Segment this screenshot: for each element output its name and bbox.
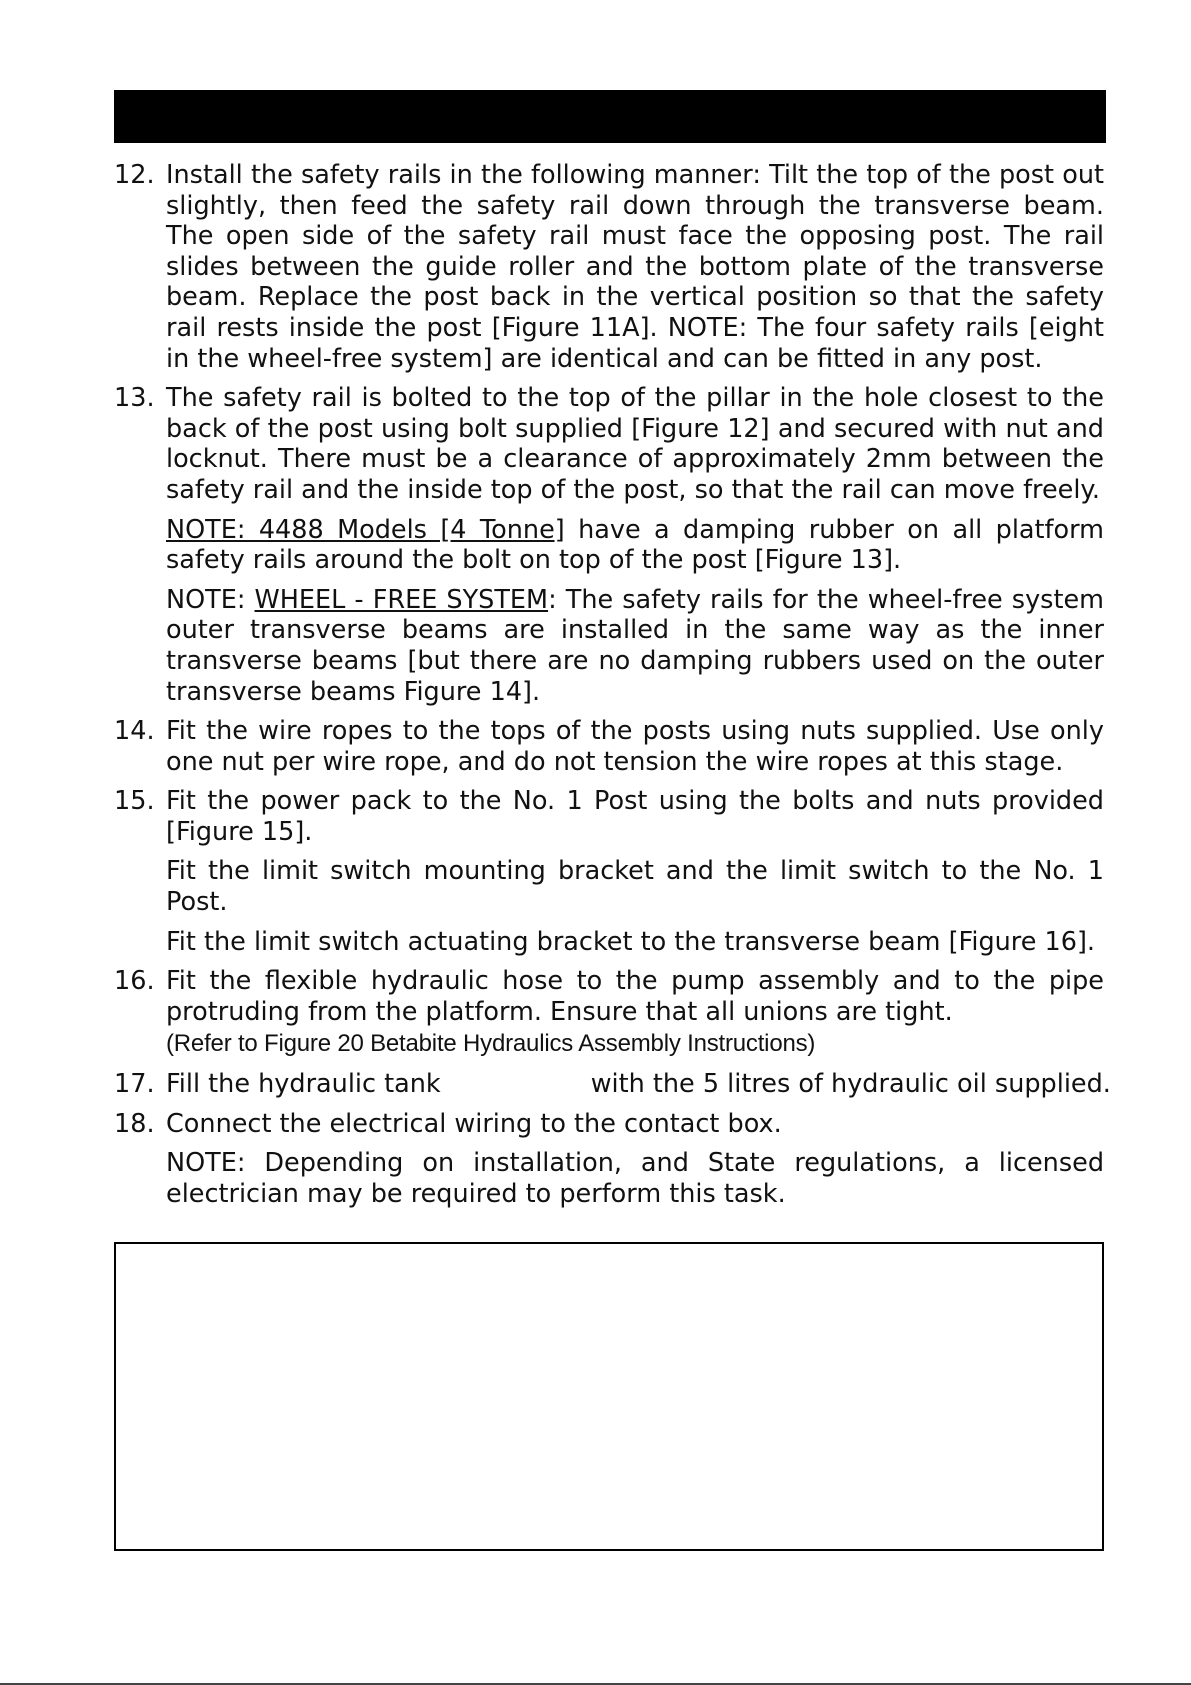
step-number: 13.: [114, 383, 155, 414]
step-text: The safety rail is bolted to the top of the pillar in the hole closest to the back of the post using bolt supplied [Figure 12] and secured with nut and locknut. There must be a clearance of approximately 2mm between the safety rail and the inside top of the post, so that the rail can move freely.: [166, 383, 1104, 505]
step-text: Fit the power pack to the No. 1 Post using the bolts and nuts provided [Figure 15].: [166, 786, 1104, 847]
step-text-part-b: with the 5 litres of hydraulic oil supplied.: [590, 1069, 1111, 1100]
step-16: [114, 966, 1104, 1060]
note-text: : The safety rails for the wheel-free system outer transverse beams are installed in the same way as the inner transverse beams [but there are no damping rubbers used on the outer transverse beams Figure 14].: [166, 584, 1104, 707]
step-number: 14.: [114, 716, 155, 747]
step-number: 18.: [114, 1108, 155, 1139]
note-text: have a damping rubber on all platform safety rails around the bolt on top of the post [Figure 13].: [166, 514, 1104, 576]
step-number: 16.: [114, 966, 155, 997]
step-14: [114, 716, 1104, 777]
note-wheel-free: [166, 585, 1104, 707]
step-number: 17.: [114, 1069, 155, 1100]
note-damping-rubber: [166, 515, 1104, 576]
step-text: Fit the limit switch mounting bracket and the limit switch to the No. 1 Post.: [166, 856, 1104, 918]
step-text: Connect the electrical wiring to the contact box.: [166, 1108, 782, 1139]
note-label-underlined: NOTE: 4488 Models [4 Tonne]: [166, 514, 565, 545]
note-prefix: NOTE:: [166, 584, 255, 615]
step-text: Fit the flexible hydraulic hose to the pump assembly and to the pipe protruding from the platform. Ensure that all unions are tight.: [166, 966, 1104, 1027]
step-number: 15.: [114, 786, 155, 817]
step-13: [114, 383, 1104, 707]
step-text: Fit the limit switch actuating bracket to the transverse beam [Figure 16].: [166, 926, 1096, 957]
step-text: Fit the wire ropes to the tops of the posts using nuts supplied. Use only one nut per wire rope, and do not tension the wire ropes at this stage.: [166, 716, 1104, 777]
refer-note: (Refer to Figure 20 Betabite Hydraulics Assembly Instructions): [166, 1030, 816, 1058]
step-text: [166, 1069, 1111, 1100]
step-text-part-a: Fill the hydraulic tank: [166, 1069, 441, 1100]
step-text: Install the safety rails in the following manner: Tilt the top of the post out slightly, then feed the safety rail down through the transverse beam. The open side of the safety rail must face the opposing post. The rail slides between the guide roller and the bottom plate of the transverse beam. Replace the post back in the vertical position so that the safety rail rests inside the post [Figure 11A]. NOTE: The four safety rails [eight in the wheel-free system] are identical and can be fitted in any post.: [166, 160, 1104, 374]
step-number: 12.: [114, 160, 155, 190]
header-bar: [114, 90, 1106, 143]
step-17: [114, 1069, 1111, 1100]
note-label-underlined: WHEEL - FREE SYSTEM: [254, 584, 549, 615]
instructions: [114, 160, 1111, 1218]
step-18: [114, 1109, 1104, 1210]
step-12: [114, 160, 1104, 374]
step-15: [114, 786, 1104, 957]
notice-box: [114, 1242, 1104, 1551]
note-electrician: NOTE: Depending on installation, and State regulations, a licensed electrician may be required to perform this task.: [166, 1148, 1104, 1209]
